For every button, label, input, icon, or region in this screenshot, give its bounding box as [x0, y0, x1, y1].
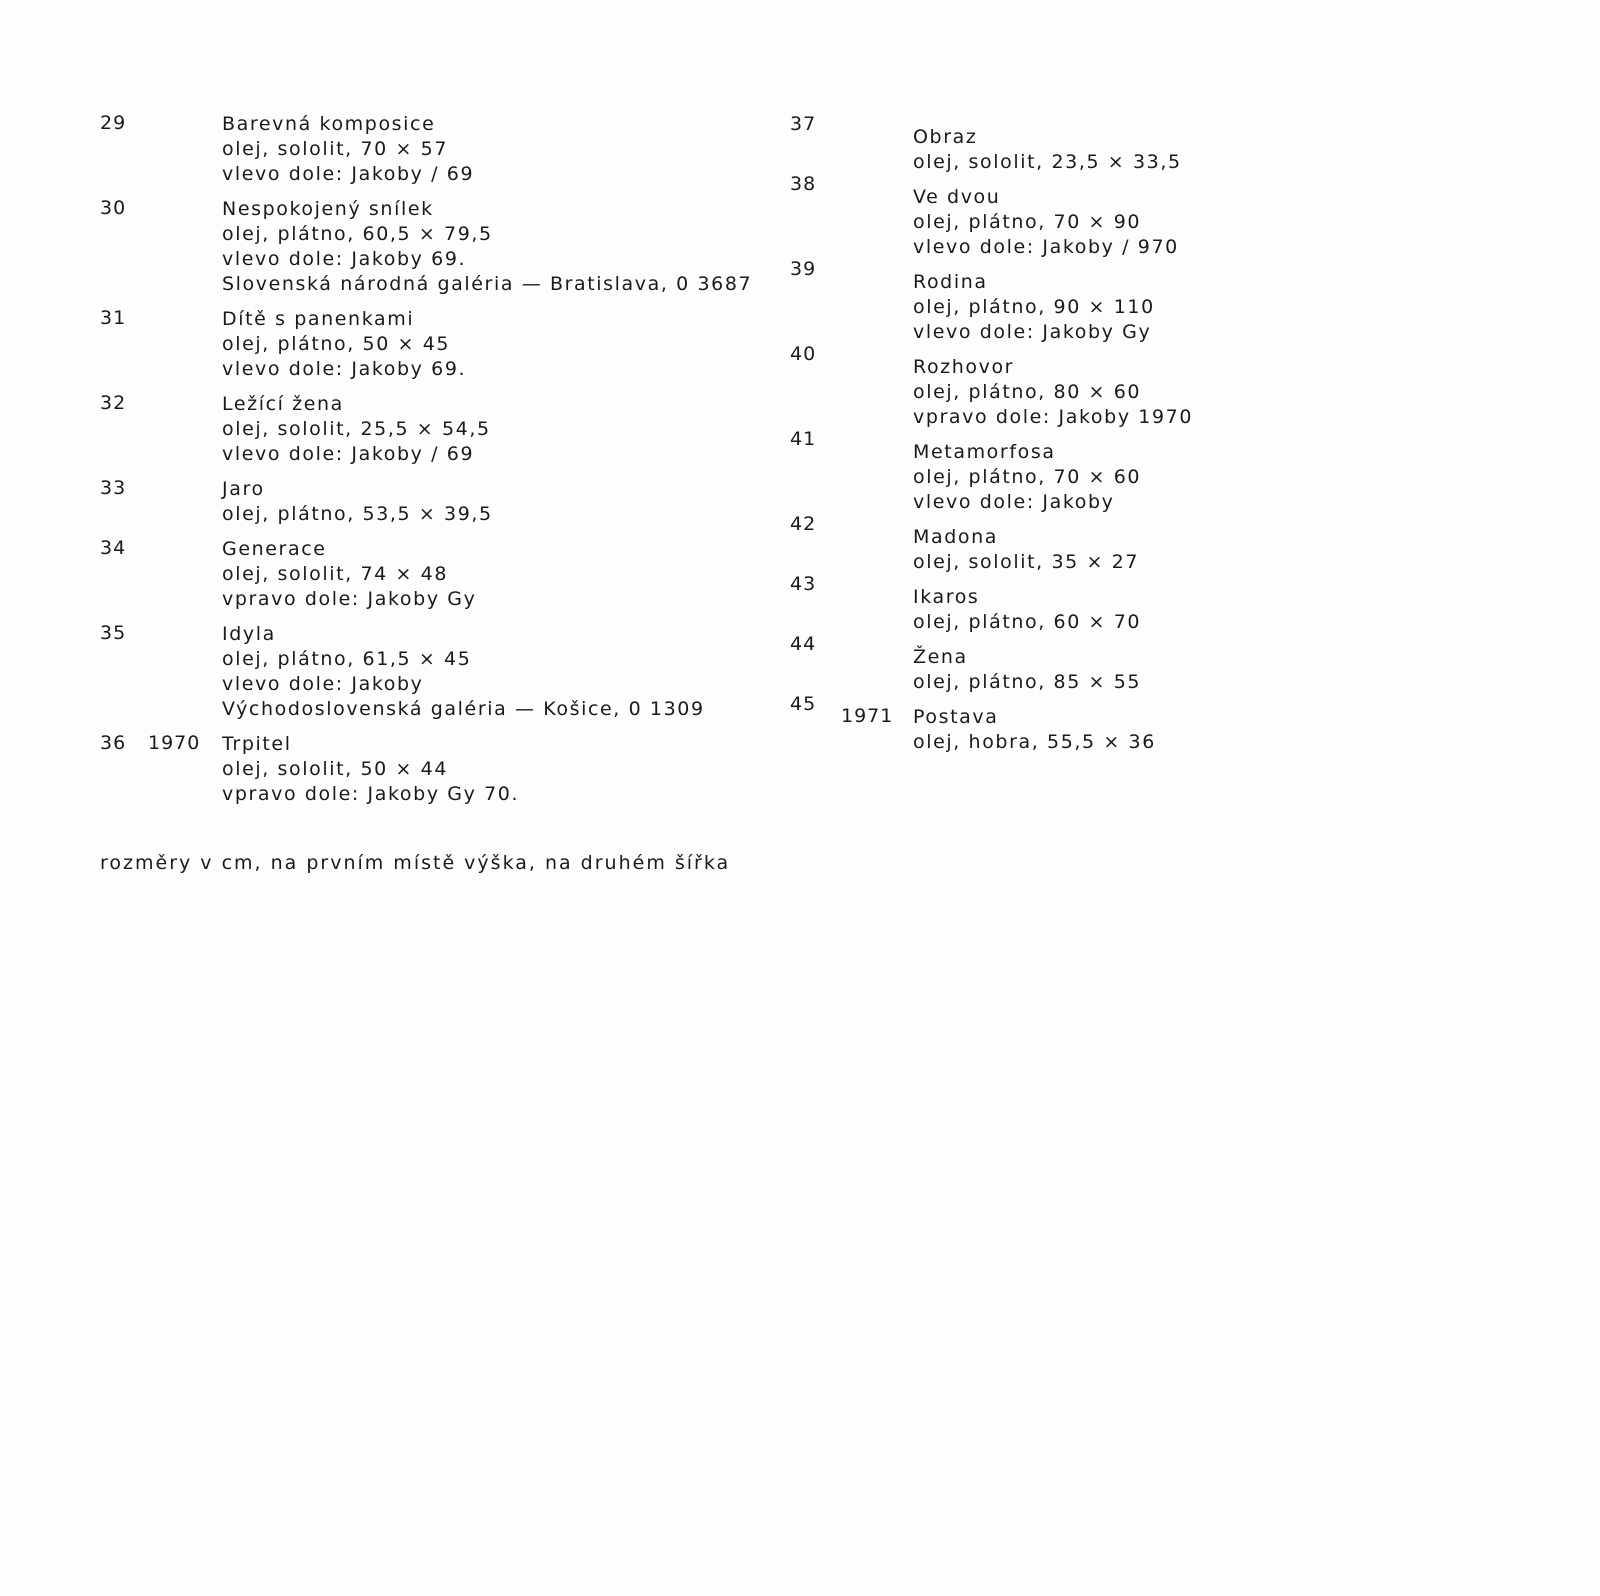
entry-title: Madona [913, 526, 999, 548]
dimensions-footnote: rozměry v cm, na prvním místě výška, na druhém šířka [100, 852, 731, 874]
entry-title: Jaro [222, 478, 265, 500]
entry-detail: vlevo dole: Jakoby [913, 491, 1115, 513]
entry-detail: olej, sololit, 25,5 × 54,5 [222, 418, 491, 440]
entry-detail: olej, plátno, 53,5 × 39,5 [222, 503, 493, 525]
entry-number: 43 [790, 573, 817, 595]
entry-number: 34 [100, 537, 127, 559]
entry-detail: olej, plátno, 61,5 × 45 [222, 648, 472, 670]
catalog-entry [100, 112, 780, 187]
entry-title: Nespokojený snílek [222, 198, 434, 220]
entry-text [913, 355, 1310, 430]
entry-title: Ležící žena [222, 393, 344, 415]
catalog-entry [790, 428, 1310, 515]
entry-detail: vlevo dole: Jakoby [222, 673, 424, 695]
entry-number: 39 [790, 258, 817, 280]
catalog-entry [790, 633, 1310, 695]
catalog-entry [790, 513, 1310, 575]
entry-text [222, 537, 780, 612]
catalog-entry [790, 173, 1310, 260]
entry-detail: vlevo dole: Jakoby 69. [222, 358, 467, 380]
entry-text [222, 477, 780, 527]
entry-detail: olej, plátno, 70 × 90 [913, 211, 1142, 233]
entry-text [222, 112, 780, 187]
entry-detail: Východoslovenská galéria — Košice, 0 1309 [222, 698, 705, 720]
entry-text [913, 440, 1310, 515]
entry-text [913, 585, 1310, 635]
entry-detail: olej, plátno, 85 × 55 [913, 671, 1142, 693]
catalog-entry [790, 573, 1310, 635]
entry-detail: olej, sololit, 74 × 48 [222, 563, 449, 585]
entry-title: Ikaros [913, 586, 980, 608]
entry-title: Rodina [913, 271, 988, 293]
entry-title: Generace [222, 538, 327, 560]
catalog-entry [790, 693, 1310, 755]
entry-detail: olej, plátno, 50 × 45 [222, 333, 451, 355]
entry-number: 30 [100, 197, 127, 219]
entry-detail: olej, plátno, 60,5 × 79,5 [222, 223, 493, 245]
catalog-entry [790, 343, 1310, 430]
catalog-entry [790, 113, 1310, 175]
entry-number: 32 [100, 392, 127, 414]
entry-title: Žena [913, 646, 968, 668]
entry-number: 31 [100, 307, 127, 329]
entry-detail: olej, sololit, 35 × 27 [913, 551, 1140, 573]
entry-text [222, 197, 780, 297]
catalog-entry [100, 537, 780, 612]
entry-detail: vlevo dole: Jakoby Gy [913, 321, 1152, 343]
entry-number: 37 [790, 113, 817, 135]
entry-text [222, 392, 780, 467]
entry-title: Ve dvou [913, 186, 1001, 208]
entry-year: 1971 [841, 705, 894, 727]
entry-detail: vlevo dole: Jakoby / 69 [222, 443, 475, 465]
entry-detail: olej, sololit, 70 × 57 [222, 138, 449, 160]
catalog-entry [100, 307, 780, 382]
entry-text [913, 645, 1310, 695]
entry-detail: vlevo dole: Jakoby / 970 [913, 236, 1179, 258]
entry-detail: olej, plátno, 70 × 60 [913, 466, 1142, 488]
entry-detail: olej, sololit, 50 × 44 [222, 758, 449, 780]
catalog-column-right [790, 113, 1310, 765]
entry-title: Trpitel [222, 733, 292, 755]
entry-text [222, 307, 780, 382]
entry-number: 35 [100, 622, 127, 644]
entry-text [913, 185, 1310, 260]
entry-title: Dítě s panenkami [222, 308, 415, 330]
entry-title: Obraz [913, 126, 978, 148]
entry-number: 45 [790, 693, 817, 715]
catalog-entry [790, 258, 1310, 345]
entry-title: Metamorfosa [913, 441, 1056, 463]
entry-title: Idyla [222, 623, 276, 645]
entry-number: 33 [100, 477, 127, 499]
entry-text [913, 270, 1310, 345]
entry-detail: olej, sololit, 23,5 × 33,5 [913, 151, 1182, 173]
entry-detail: vpravo dole: Jakoby Gy [222, 588, 477, 610]
entry-number: 36 [100, 732, 127, 754]
entry-number: 38 [790, 173, 817, 195]
entry-text [913, 705, 1310, 755]
entry-number: 44 [790, 633, 817, 655]
catalog-entry [100, 392, 780, 467]
entry-number: 42 [790, 513, 817, 535]
catalog-entry [100, 197, 780, 297]
entry-number: 41 [790, 428, 817, 450]
entry-text [913, 125, 1310, 175]
entry-text [913, 525, 1310, 575]
entry-title: Rozhovor [913, 356, 1015, 378]
entry-detail: vpravo dole: Jakoby 1970 [913, 406, 1194, 428]
entry-title: Postava [913, 706, 999, 728]
catalog-entry [100, 477, 780, 527]
entry-number: 29 [100, 112, 127, 134]
entry-detail: Slovenská národná galéria — Bratislava, 0 3687 [222, 273, 753, 295]
entry-detail: olej, plátno, 60 × 70 [913, 611, 1142, 633]
entry-text [222, 732, 780, 807]
entry-detail: vpravo dole: Jakoby Gy 70. [222, 783, 520, 805]
entry-detail: vlevo dole: Jakoby / 69 [222, 163, 475, 185]
entry-text [222, 622, 780, 722]
entry-detail: olej, hobra, 55,5 × 36 [913, 731, 1156, 753]
entry-detail: olej, plátno, 90 × 110 [913, 296, 1155, 318]
catalog-entry [100, 622, 780, 722]
catalog-column-left [100, 112, 780, 817]
entry-detail: vlevo dole: Jakoby 69. [222, 248, 467, 270]
entry-detail: olej, plátno, 80 × 60 [913, 381, 1142, 403]
catalog-entry [100, 732, 780, 807]
entry-number: 40 [790, 343, 817, 365]
entry-title: Barevná komposice [222, 113, 436, 135]
entry-year: 1970 [148, 732, 201, 754]
